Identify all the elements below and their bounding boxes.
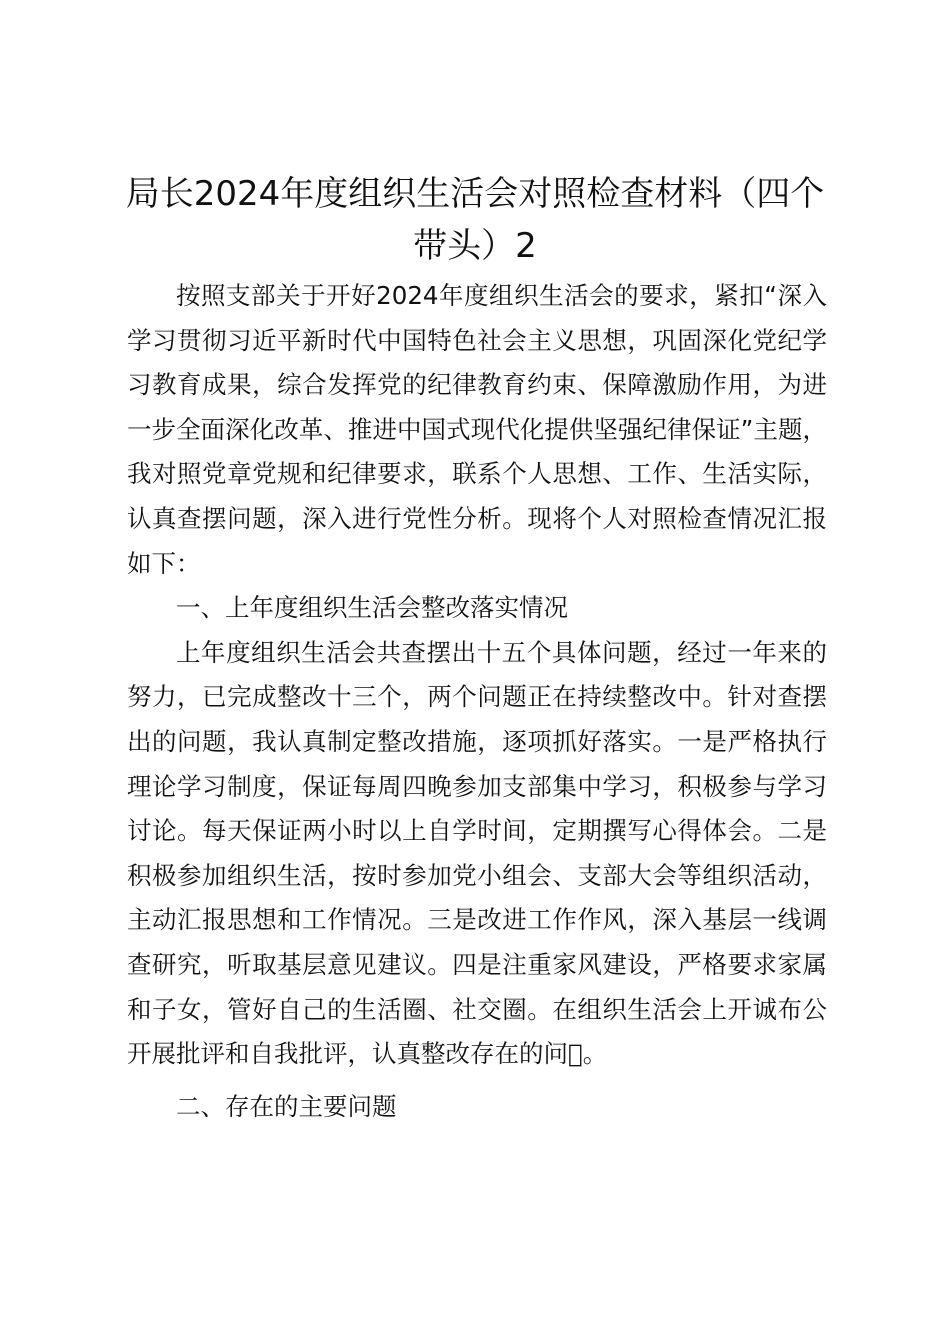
- document-body: [127, 274, 827, 1129]
- document-title: 局长2024年度组织生活会对照检查材料（四个带头）2: [125, 174, 825, 266]
- section-heading-2: 二、存在的主要问题: [176, 1091, 397, 1121]
- section-1-paragraph: 上年度组织生活会共查摆出十五个具体问题，经过一年来的努力，已完成整改十三个，两个问题正在持续整改中。针对查摆出的问题，我认真制定整改措施，逐项抓好落实。一是严格执行理论学习制度，保证每周四晚参加支部集中学习，积极参与学习讨论。每天保证两小时以上自学时间，定期撰写心得体会。二是积极参加组织生活，按时参加党小组会、支部大会等组织活动，主动汇报思想和工作情况。三是改进工作作风，深入基层一线调查研究，听取基层意见建议。四是注重家风建设，严格要求家属和子女，管好自己的生活圈、社交圈。在组织生活会上开诚布公开展批评和自我批评，认真整改存在的问􏰀。: [127, 637, 827, 1069]
- section-heading-1: 一、上年度组织生活会整改落实情况: [176, 593, 568, 623]
- paragraph-gap: [127, 1077, 827, 1085]
- intro-paragraph: 按照支部关于开好2024年度组织生活会的要求，紧扣“深入学习贯彻习近平新时代中国特色社会主义思想，巩固深化党纪学习教育成果，综合发挥党的纪律教育约束、保障激励作用，为进一步全面深化改革、推进中国式现代化提供坚强纪律保证”主题，我对照党章党规和纪律要求，联系个人思想、工作、生活实际，认真查摆问题，深入进行党性分析。现将个人对照检查情况汇报如下：: [127, 281, 827, 578]
